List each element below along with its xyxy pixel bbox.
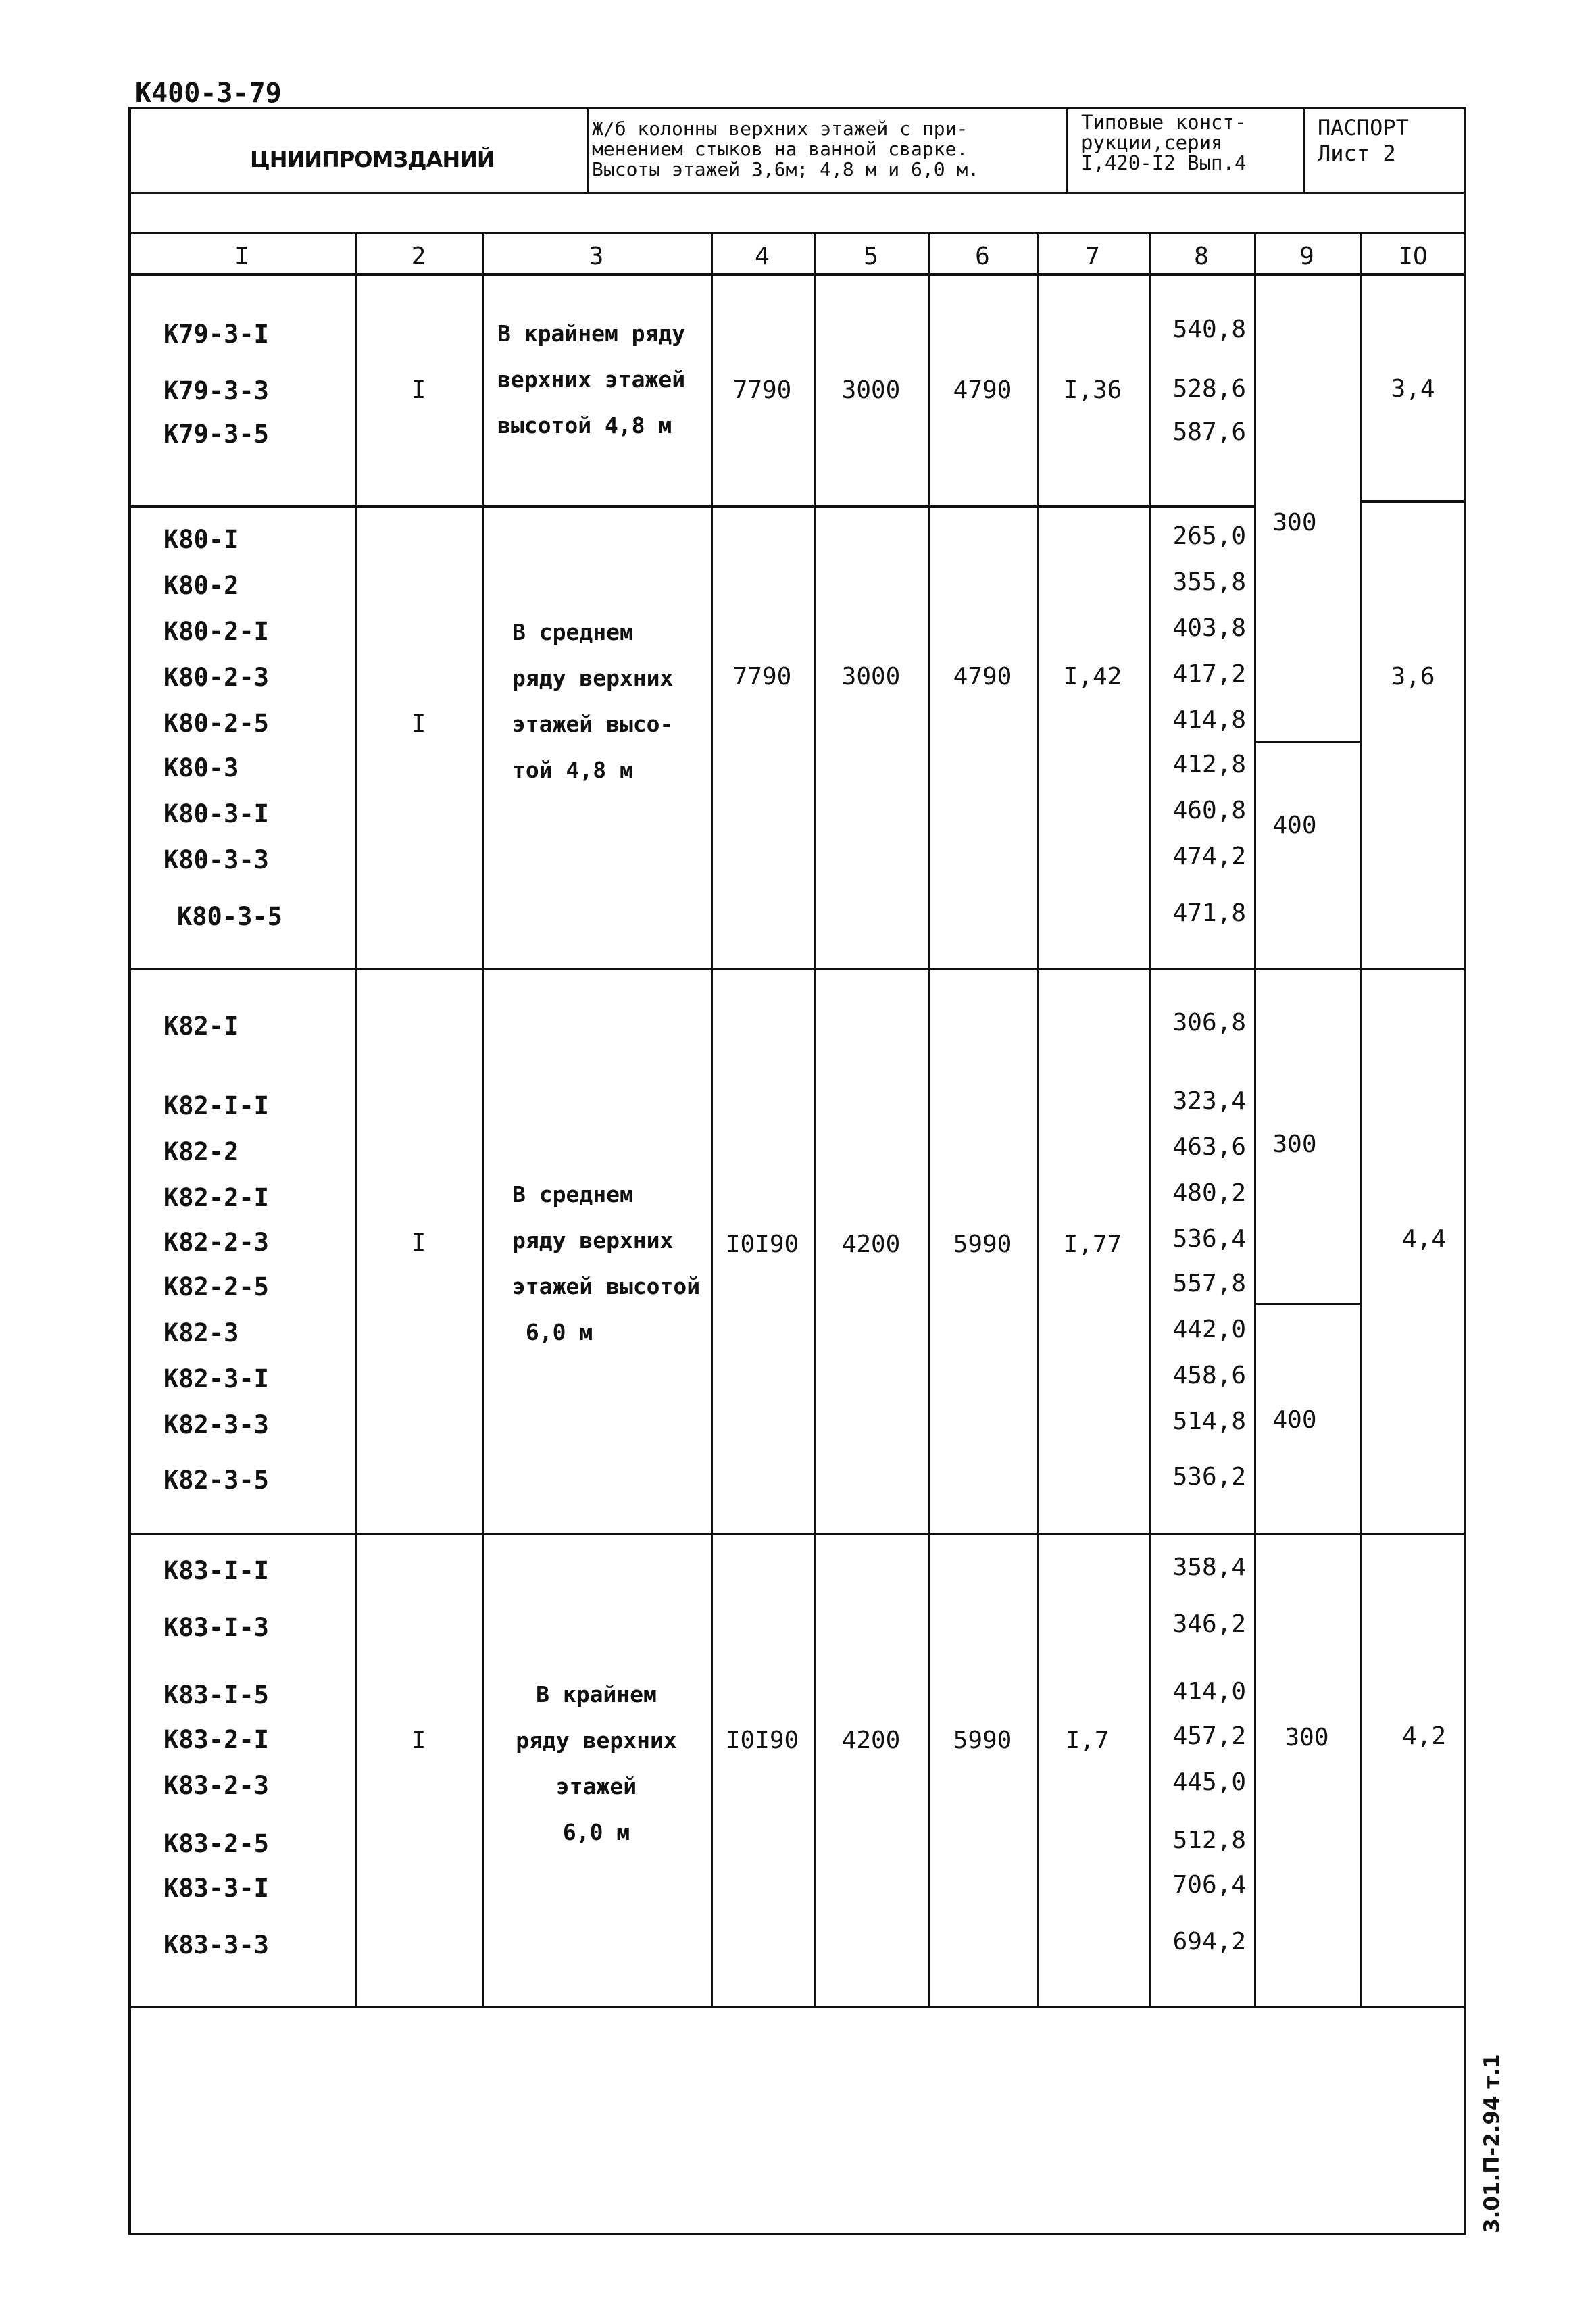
value-col8: 417,2 xyxy=(1172,660,1246,688)
value-col8: 536,4 xyxy=(1172,1225,1246,1253)
value-col6: 5990 xyxy=(953,1726,1012,1754)
value-col7: I,42 xyxy=(1063,663,1122,691)
count-value: I xyxy=(411,1229,426,1257)
value-col4: I0I90 xyxy=(725,1230,799,1258)
column-mark: К80-3-3 xyxy=(164,845,269,874)
column-number: 6 xyxy=(975,243,990,270)
value-col8: 463,6 xyxy=(1172,1133,1246,1161)
title-block-bottom xyxy=(128,192,1466,194)
column-mark: К80-3-I xyxy=(164,799,269,828)
document-code: К400-3-79 xyxy=(135,78,282,109)
value-col8: 557,8 xyxy=(1172,1270,1246,1297)
value-col10: 3,6 xyxy=(1391,663,1435,691)
value-col8: 355,8 xyxy=(1172,568,1246,596)
value-col8: 706,4 xyxy=(1172,1871,1246,1899)
value-col4: 7790 xyxy=(732,663,792,691)
value-col8: 587,6 xyxy=(1172,418,1246,446)
column-mark: К80-2-5 xyxy=(164,709,269,738)
value-col6: 5990 xyxy=(953,1230,1012,1258)
group-separator xyxy=(128,1533,1466,1535)
column-mark: К82-3-I xyxy=(164,1364,269,1393)
column-header-bottom xyxy=(128,273,1466,276)
count-value: I xyxy=(411,710,426,738)
value-col8: 346,2 xyxy=(1172,1610,1246,1638)
value-col8: 457,2 xyxy=(1172,1722,1246,1750)
page-frame xyxy=(128,107,1466,2235)
value-col8: 414,8 xyxy=(1172,706,1246,734)
value-col8: 694,2 xyxy=(1172,1928,1246,1956)
value-col8: 414,0 xyxy=(1172,1678,1246,1706)
value-col4: I0I90 xyxy=(725,1726,799,1754)
value-col8: 460,8 xyxy=(1172,797,1246,824)
value-col5: 3000 xyxy=(841,376,901,404)
value-col8: 540,8 xyxy=(1172,316,1246,343)
value-col8: 442,0 xyxy=(1172,1316,1246,1343)
column-number: 3 xyxy=(589,243,604,270)
column-mark: К82-2-I xyxy=(164,1183,269,1212)
value-col9: 300 xyxy=(1272,509,1317,537)
column-number: 4 xyxy=(755,243,770,270)
value-col8: 445,0 xyxy=(1172,1768,1246,1796)
value-col8: 528,6 xyxy=(1172,375,1246,403)
value-col10: 4,4 xyxy=(1401,1225,1446,1253)
group-separator xyxy=(128,968,1466,970)
row-description: В крайнем ряду верхних этажей 6,0 м xyxy=(516,1681,677,1845)
value-col9: 300 xyxy=(1285,1724,1329,1751)
value-col10: 4,2 xyxy=(1401,1722,1446,1750)
document-description: Ж/б колонны верхних этажей с при- менением стыков на ванной сварке. Высоты этажей 3,6м; 4,8 м и 6,0 м. xyxy=(592,118,980,180)
column-mark: К80-I xyxy=(164,525,239,554)
row-description: В крайнем ряду верхних этажей высотой 4,8 м xyxy=(497,320,686,439)
organization-name: ЦНИИПРОМЗДАНИЙ xyxy=(250,147,495,172)
value-col8: 323,4 xyxy=(1172,1087,1246,1115)
column-mark: К83-3-I xyxy=(164,1874,269,1903)
count-value: I xyxy=(411,376,426,404)
column-mark: К80-3 xyxy=(164,753,239,782)
column-mark: К83-I-I xyxy=(164,1556,269,1585)
value-col9: 400 xyxy=(1272,812,1317,839)
series-info: Типовые конст- рукции,серия I,420-I2 Вып.4 xyxy=(1081,111,1247,174)
column-number: 7 xyxy=(1085,243,1100,270)
column-mark: К82-I xyxy=(164,1012,239,1041)
column-mark: К82-2-5 xyxy=(164,1272,269,1301)
column-number: 2 xyxy=(411,243,426,270)
column-mark: К82-2 xyxy=(164,1137,239,1166)
column-mark: К82-3 xyxy=(164,1318,239,1347)
value-col8: 480,2 xyxy=(1172,1179,1246,1207)
column-mark: К79-3-I xyxy=(164,320,269,349)
value-col5: 4200 xyxy=(841,1230,901,1258)
value-col8: 412,8 xyxy=(1172,751,1246,778)
passport-sheet: ПАСПОРТ Лист 2 xyxy=(1318,115,1409,166)
column-mark: К79-3-5 xyxy=(164,420,269,449)
row-description: В среднем ряду верхних этажей высо- той 4,8 м xyxy=(512,619,674,783)
column-number: I xyxy=(234,243,249,270)
value-col6: 4790 xyxy=(953,663,1012,691)
column-mark: К83-2-5 xyxy=(164,1829,269,1858)
column-mark: К83-2-3 xyxy=(164,1771,269,1800)
value-col8: 512,8 xyxy=(1172,1826,1246,1854)
document-stamp: 3.01.П-2.94 т.1 xyxy=(1480,2053,1504,2233)
value-col9: 300 xyxy=(1272,1130,1317,1158)
column-mark: К83-2-I xyxy=(164,1725,269,1754)
value-col4: 7790 xyxy=(732,376,792,404)
column-mark: К80-2 xyxy=(164,571,239,600)
value-col8: 358,4 xyxy=(1172,1553,1246,1581)
value-col8: 474,2 xyxy=(1172,843,1246,870)
value-col7: I,7 xyxy=(1065,1726,1109,1754)
value-col9: 400 xyxy=(1272,1406,1317,1434)
value-col8: 265,0 xyxy=(1172,522,1246,550)
column-mark: К82-I-I xyxy=(164,1091,269,1120)
column-mark: К79-3-3 xyxy=(164,376,269,405)
value-col8: 471,8 xyxy=(1172,899,1246,927)
value-col8: 514,8 xyxy=(1172,1408,1246,1435)
value-col8: 458,6 xyxy=(1172,1362,1246,1389)
column-mark: К82-2-3 xyxy=(164,1228,269,1257)
column-mark: К80-2-I xyxy=(164,617,269,646)
group-separator xyxy=(128,505,1254,508)
column-number: 5 xyxy=(864,243,878,270)
column-mark: К82-3-5 xyxy=(164,1466,269,1495)
column-number: IO xyxy=(1398,243,1428,270)
count-value: I xyxy=(411,1726,426,1754)
column-mark: К80-3-5 xyxy=(177,902,282,931)
row-description: В среднем ряду верхних этажей высотой 6,0 м xyxy=(512,1181,701,1345)
table-bottom xyxy=(128,2006,1466,2008)
column-mark: К82-3-3 xyxy=(164,1410,269,1439)
value-col7: I,36 xyxy=(1063,376,1122,404)
column-mark: К83-I-3 xyxy=(164,1613,269,1642)
value-col6: 4790 xyxy=(953,376,1012,404)
value-col5: 4200 xyxy=(841,1726,901,1754)
value-col8: 403,8 xyxy=(1172,614,1246,642)
value-col5: 3000 xyxy=(841,663,901,691)
value-col8: 306,8 xyxy=(1172,1009,1246,1037)
column-mark: К83-3-3 xyxy=(164,1931,269,1960)
column-number: 8 xyxy=(1194,243,1209,270)
value-col10: 3,4 xyxy=(1391,375,1435,403)
value-col8: 536,2 xyxy=(1172,1463,1246,1491)
column-mark: К80-2-3 xyxy=(164,663,269,692)
column-number: 9 xyxy=(1299,243,1314,270)
value-col7: I,77 xyxy=(1063,1230,1122,1258)
column-mark: К83-I-5 xyxy=(164,1681,269,1710)
